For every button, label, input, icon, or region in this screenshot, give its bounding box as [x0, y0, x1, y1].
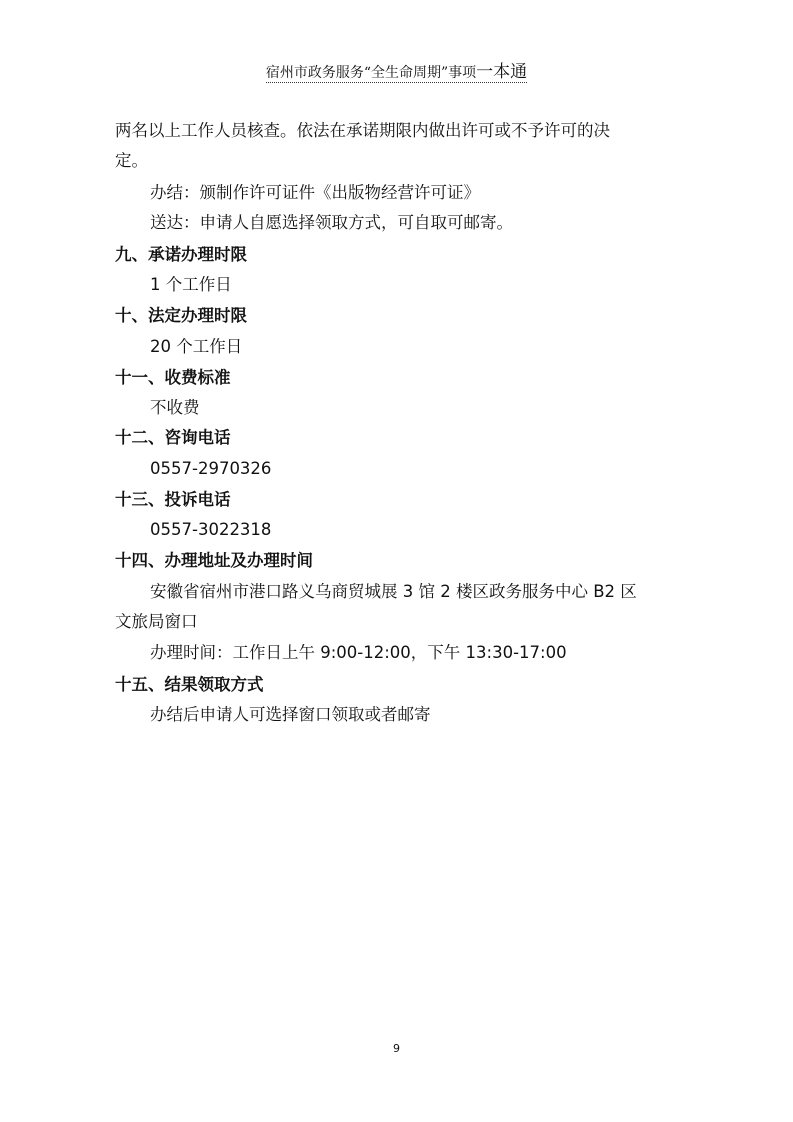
section-14-address-line: 文旅局窗口: [115, 612, 198, 631]
section-14-heading: 十四、办理地址及办理时间: [115, 551, 313, 570]
header-title-small: 宿州市政务服务“全生命周期”事项: [265, 65, 477, 81]
section-9-heading: 九、承诺办理时限: [115, 245, 247, 264]
header-title-large: 一本通: [476, 62, 528, 82]
section-12-heading: 十二、咨询电话: [115, 428, 231, 447]
page-number: 9: [393, 1042, 400, 1055]
section-14-hours: 办理时间：工作日上午 9:00-12:00，下午 13:30-17:00: [150, 643, 567, 662]
header-title: [265, 62, 528, 83]
section-14-address-line: 安徽省宿州市港口路义乌商贸城展 3 馆 2 楼区政务服务中心 B2 区: [150, 582, 637, 601]
banjie-text: 办结：颁制作许可证件《出版物经营许可证》: [150, 183, 480, 202]
section-9-value: 1 个工作日: [150, 275, 232, 294]
section-10-value: 20 个工作日: [150, 337, 243, 356]
paragraph-line: 定。: [115, 151, 148, 170]
section-15-value: 办结后申请人可选择窗口领取或者邮寄: [150, 705, 431, 724]
running-header: [0, 62, 793, 83]
songda-text: 送达：申请人自愿选择领取方式，可自取可邮寄。: [150, 213, 513, 232]
section-15-heading: 十五、结果领取方式: [115, 675, 264, 694]
section-13-value: 0557-3022318: [150, 520, 272, 539]
section-12-value: 0557-2970326: [150, 459, 272, 478]
section-10-heading: 十、法定办理时限: [115, 306, 247, 325]
paragraph-line: 两名以上工作人员核查。依法在承诺期限内做出许可或不予许可的决: [115, 121, 610, 140]
section-11-value: 不收费: [150, 398, 200, 417]
section-11-heading: 十一、收费标准: [115, 368, 231, 387]
section-13-heading: 十三、投诉电话: [115, 490, 231, 509]
